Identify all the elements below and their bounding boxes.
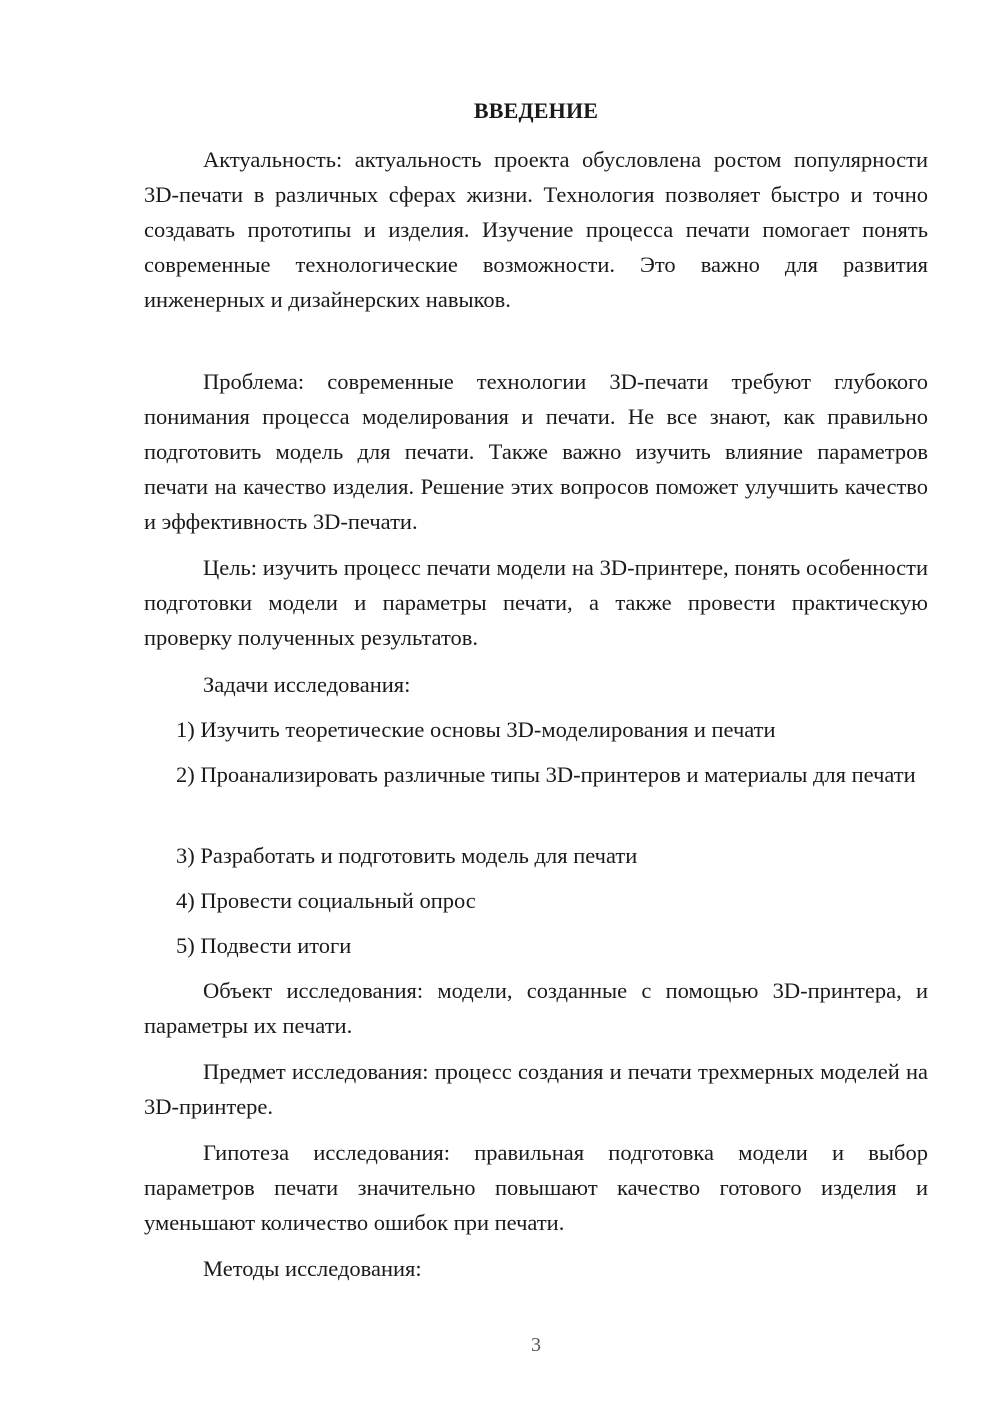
paragraph-problem: Проблема: современные технологии 3D-печати требуют глубокого понимания процесса моделирования и печати. Не все знают, как правильно подготовить модель для печати. Также важно изучить влияние параметров печати на качество изделия. Решение этих вопросов поможет улучшить качество и эффективность 3D-печати. [144, 369, 928, 534]
page-number: 3 [531, 1334, 541, 1356]
paragraph-object: Объект исследования: модели, созданные с помощью 3D-принтера, и параметры их печати. [144, 978, 928, 1038]
tasks-title: Задачи исследования: [203, 672, 411, 697]
task-item-2: 2) Проанализировать различные типы 3D-принтеров и материалы для печати [176, 762, 916, 787]
methods-title: Методы исследования: [203, 1256, 422, 1281]
paragraph-subject: Предмет исследования: процесс создания и печати трехмерных моделей на 3D-принтере. [144, 1059, 928, 1119]
task-item-4: 4) Провести социальный опрос [176, 888, 476, 913]
paragraph-goal: Цель: изучить процесс печати модели на 3D-принтере, понять особенности подготовки модели и параметры печати, а также провести практическую проверку полученных результатов. [144, 555, 928, 650]
task-item-3: 3) Разработать и подготовить модель для печати [176, 843, 638, 868]
section-heading: ВВЕДЕНИЕ [473, 98, 599, 123]
task-item-5: 5) Подвести итоги [176, 933, 352, 958]
paragraph-hypothesis: Гипотеза исследования: правильная подготовка модели и выбор параметров печати значительно повышают качество готового изделия и уменьшают количество ошибок при печати. [144, 1140, 928, 1235]
paragraph-relevance: Актуальность: актуальность проекта обусловлена ростом популярности 3D-печати в различных сферах жизни. Технология позволяет быстро и точно создавать прототипы и изделия. Изучение процесса печати помогает понять современные технологические возможности. Это важно для развития инженерных и дизайнерских навыков. [144, 147, 928, 312]
task-item-1: 1) Изучить теоретические основы 3D-моделирования и печати [176, 717, 776, 742]
